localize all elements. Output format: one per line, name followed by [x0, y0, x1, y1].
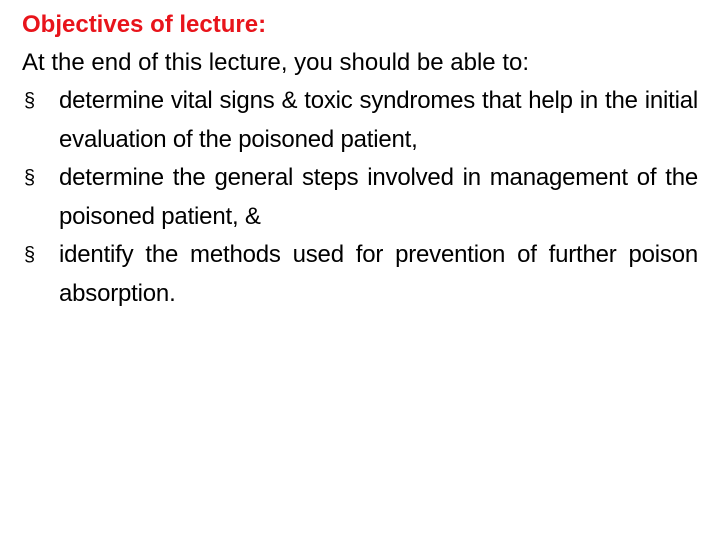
slide-title: Objectives of lecture: — [22, 11, 267, 38]
objective-text: determine vital signs & toxic syndromes that help in the initial evaluation of the poisoned patient, — [59, 87, 698, 153]
objective-text: determine the general steps involved in management of the poisoned patient, & — [59, 164, 698, 230]
bullet-icon: § — [24, 244, 35, 266]
objectives-list — [22, 82, 698, 313]
bullet-icon: § — [24, 167, 35, 189]
objective-text: identify the methods used for prevention of further poison absorption. — [59, 241, 698, 307]
objective-item — [22, 82, 698, 159]
objective-item — [22, 159, 698, 236]
bullet-icon: § — [24, 90, 35, 112]
objective-item — [22, 236, 698, 313]
intro-text: At the end of this lecture, you should be able to: — [22, 49, 529, 76]
